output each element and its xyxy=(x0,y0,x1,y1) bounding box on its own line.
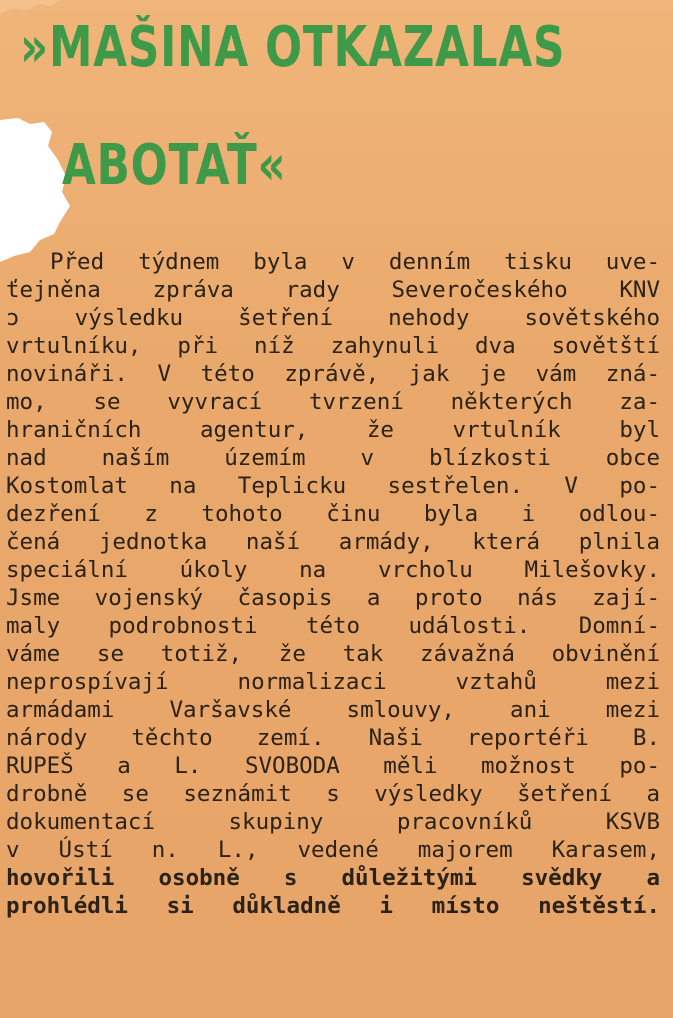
article-line: RUPEŠ a L. SVOBODA měli možnost po- xyxy=(6,753,660,779)
article-line: ťejněna zpráva rady Severočeského KNV xyxy=(6,277,660,303)
article-line: čená jednotka naší armády, která plnila xyxy=(6,529,660,555)
article-line: maly podrobnosti této události. Domní- xyxy=(6,613,660,639)
article-line: váme se totiž, že tak závažná obvinění xyxy=(6,641,660,667)
headline-line-2: ABOTAŤ« xyxy=(62,133,287,198)
article-line: dezření z tohoto činu byla i odlou- xyxy=(6,501,660,527)
article-line: novináři. V této zprávě, jak je vám zná- xyxy=(6,361,660,387)
article-line: Před týdnem byla v denním tisku uve- xyxy=(16,249,660,275)
article-line: armádami Varšavské smlouvy, ani mezi xyxy=(6,697,660,723)
headline-line-1: »MAŠINA OTKAZALAS xyxy=(20,15,566,80)
article-line: vrtulníku, při níž zahynuli dva sovětští xyxy=(6,333,660,359)
article-line: mo, se vyvrací tvrzení některých za- xyxy=(6,389,660,415)
article-line: v Ústí n. L., vedené majorem Karasem, xyxy=(6,837,660,863)
article-line: neprospívají normalizaci vztahů mezi xyxy=(6,669,660,695)
article-line: ɔ výsledku šetření nehody sovětského xyxy=(6,305,660,331)
article-line: Kostomlat na Teplicku sestřelen. V po- xyxy=(6,473,660,499)
article-line: národy těchto zemí. Naši reportéři B. xyxy=(6,725,660,751)
article-line: prohlédli si důkladně i místo neštěstí. xyxy=(6,893,660,919)
article-line: drobně se seznámit s výsledky šetření a xyxy=(6,781,660,807)
article-line: dokumentací skupiny pracovníků KSVB xyxy=(6,809,660,835)
article-line: Jsme vojenský časopis a proto nás zají- xyxy=(6,585,660,611)
article-line: nad naším územím v blízkosti obce xyxy=(6,445,660,471)
article-line: speciální úkoly na vrcholu Milešovky. xyxy=(6,557,660,583)
article-body xyxy=(0,248,660,920)
article-line: hovořili osobně s důležitými svědky a xyxy=(6,865,660,891)
article-line: hraničních agentur, že vrtulník byl xyxy=(6,417,660,443)
